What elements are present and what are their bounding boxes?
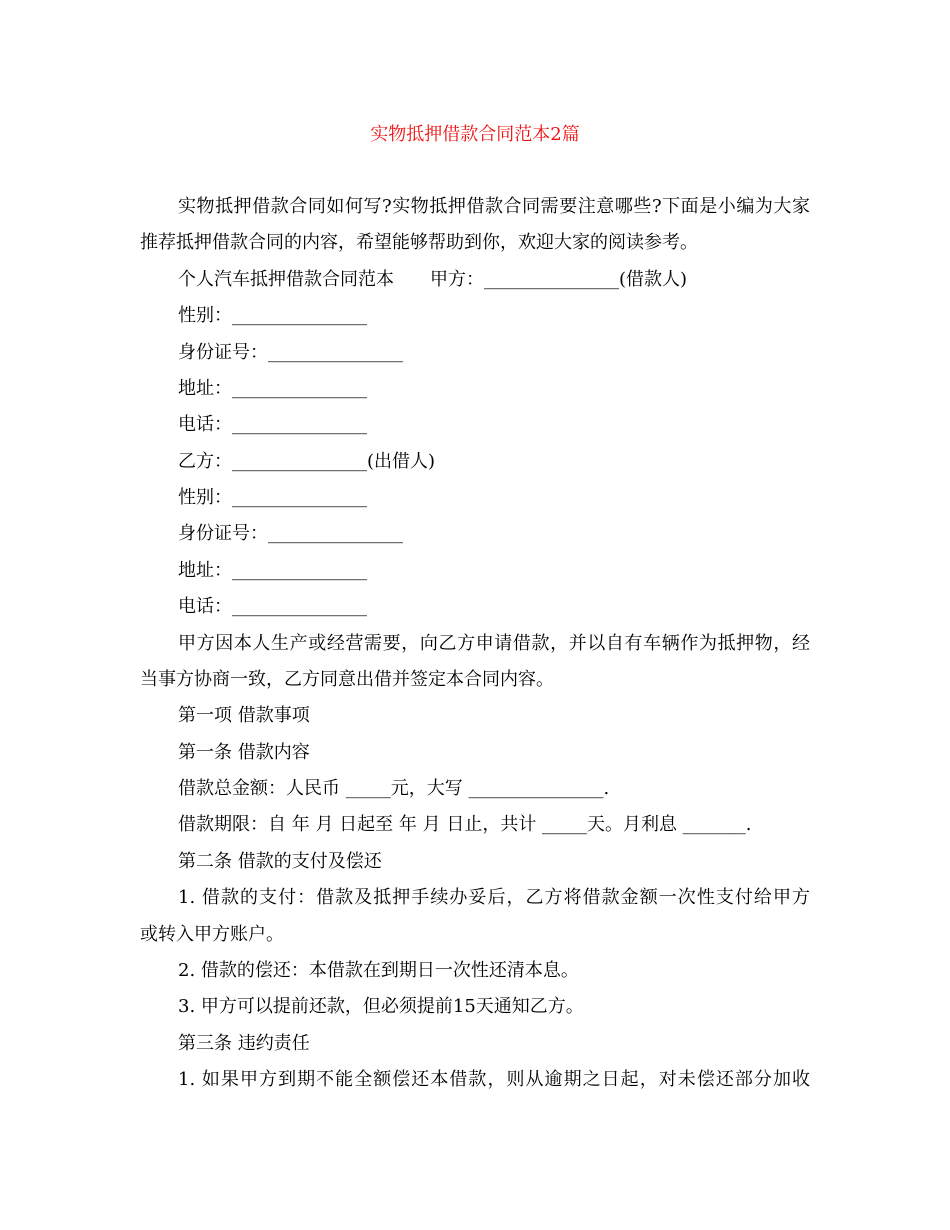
party-a-gender-field: 性别：_______________ [178,305,367,327]
document-title: 实物抵押借款合同范本2篇 [370,124,580,145]
section-1-heading: 第一项 借款事项 [178,705,310,727]
loan-amount-clause: 借款总金额：人民币 _____元，大写 _______________. [178,778,610,799]
party-b-id-number-field: 身份证号：_______________ [178,523,403,545]
party-a-address-field: 地址：_______________ [178,377,367,399]
party-b-address-field: 地址：_______________ [178,559,367,581]
article-1-heading: 第一条 借款内容 [178,741,310,763]
purpose-paragraph-line-2: 当事方协商一致，乙方同意出借并签定本合同内容。 [140,668,554,690]
clause-2-3: 3. 甲方可以提前还款，但必须提前15天通知乙方。 [178,996,584,1018]
article-3-heading: 第三条 违约责任 [178,1032,310,1054]
party-b-phone-field: 电话：_______________ [178,596,367,618]
clause-2-1-line-2: 或转入甲方账户。 [140,923,284,945]
party-b-field: 乙方：_______________(出借人) [178,450,436,472]
article-2-heading: 第二条 借款的支付及偿还 [178,850,382,872]
party-a-phone-field: 电话：_______________ [178,414,367,436]
loan-term-clause: 借款期限：自 年 月 日起至 年 月 日止，共计 _____天。月利息 _______. [178,814,752,836]
template-title-party-a-field: 个人汽车抵押借款合同范本 甲方：_______________(借款人) [178,268,688,290]
intro-line-2: 推荐抵押借款合同的内容，希望能够帮助到你，欢迎大家的阅读参考。 [140,232,698,254]
intro-line-1: 实物抵押借款合同如何写?实物抵押借款合同需要注意哪些?下面是小编为大家 [178,196,810,217]
document-body [140,189,810,1098]
party-b-gender-field: 性别：_______________ [178,487,367,508]
clause-2-1-line-1: 1. 借款的支付：借款及抵押手续办妥后，乙方将借款金额一次性支付给甲方 [178,887,810,909]
party-a-id-number-field: 身份证号：_______________ [178,341,403,363]
clause-3-1-line-1: 1. 如果甲方到期不能全额偿还本借款，则从逾期之日起，对未偿还部分加收 [178,1069,810,1090]
purpose-paragraph-line-1: 甲方因本人生产或经营需要，向乙方申请借款，并以自有车辆作为抵押物，经 [178,632,810,654]
clause-2-2: 2. 借款的偿还：本借款在到期日一次性还清本息。 [178,959,579,981]
